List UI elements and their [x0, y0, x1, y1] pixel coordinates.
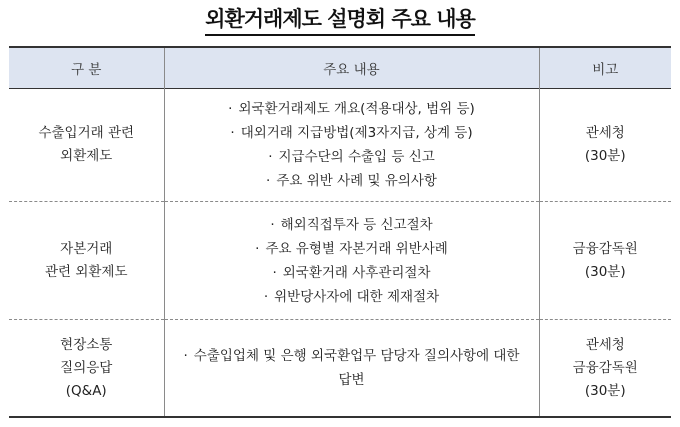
category-cell — [9, 202, 164, 320]
list-item: · 주요 유형별 자본거래 위반사례 — [165, 237, 539, 261]
bullet-icon: · — [272, 264, 277, 281]
category-line: 수출입거래 관련 — [38, 125, 135, 141]
note-cell — [539, 202, 671, 320]
note-line: (30분) — [584, 382, 626, 399]
bullet-icon: · — [266, 173, 271, 189]
bullet-icon: · — [228, 101, 233, 117]
note-line: (30분) — [584, 263, 626, 280]
table-row — [9, 202, 671, 320]
bullet-icon: · — [255, 240, 260, 257]
category-line: 자본거래 — [60, 240, 113, 257]
document-title: 외환거래제도 설명회 주요 내용 — [205, 6, 475, 36]
list-item: · 외국환거래 사후관리절차 — [165, 261, 539, 285]
note-line: (30분) — [584, 148, 626, 164]
bullet-icon: · — [183, 348, 188, 364]
list-item: · 대외거래 지급방법(제3자지급, 상계 등) — [165, 121, 539, 145]
list-item: · 해외직접투자 등 신고절차 — [165, 213, 539, 237]
content-cell — [164, 89, 539, 202]
bullet-icon: · — [268, 149, 273, 165]
list-item: · 위반당사자에 대한 제재절차 — [165, 285, 539, 309]
bullet-icon: · — [270, 216, 275, 233]
note-line: 금융감독원 — [572, 240, 638, 257]
list-item: · 수출입업체 및 은행 외국환업무 담당자 질의사항에 대한 답변 — [165, 344, 539, 392]
bullet-icon: · — [230, 125, 235, 141]
note-cell — [539, 320, 671, 418]
table-row — [9, 320, 671, 418]
category-cell — [9, 320, 164, 418]
bullet-icon: · — [263, 288, 269, 305]
category-line: 질의응답 — [60, 359, 113, 376]
note-cell — [539, 89, 671, 202]
header-content: 주요 내용 — [164, 47, 539, 89]
header-note: 비고 — [539, 47, 671, 89]
title-container — [0, 6, 680, 36]
content-cell — [164, 202, 539, 320]
list-item: · 주요 위반 사례 및 유의사항 — [165, 169, 539, 193]
category-cell — [9, 89, 164, 202]
category-line: 관련 외환제도 — [44, 263, 128, 280]
header-category: 구 분 — [9, 47, 164, 89]
table-header-row — [9, 47, 671, 89]
note-line: 관세청 — [585, 125, 625, 141]
category-line: (Q&A) — [65, 382, 107, 399]
category-line: 현장소통 — [60, 336, 113, 353]
category-line: 외환제도 — [60, 148, 113, 164]
list-item: · 외국환거래제도 개요(적용대상, 범위 등) — [165, 97, 539, 121]
list-item: · 지급수단의 수출입 등 신고 — [165, 145, 539, 169]
seminar-content-table — [9, 46, 671, 418]
note-line: 금융감독원 — [572, 359, 638, 376]
note-line: 관세청 — [585, 336, 625, 353]
content-cell — [164, 320, 539, 418]
table-row — [9, 89, 671, 202]
